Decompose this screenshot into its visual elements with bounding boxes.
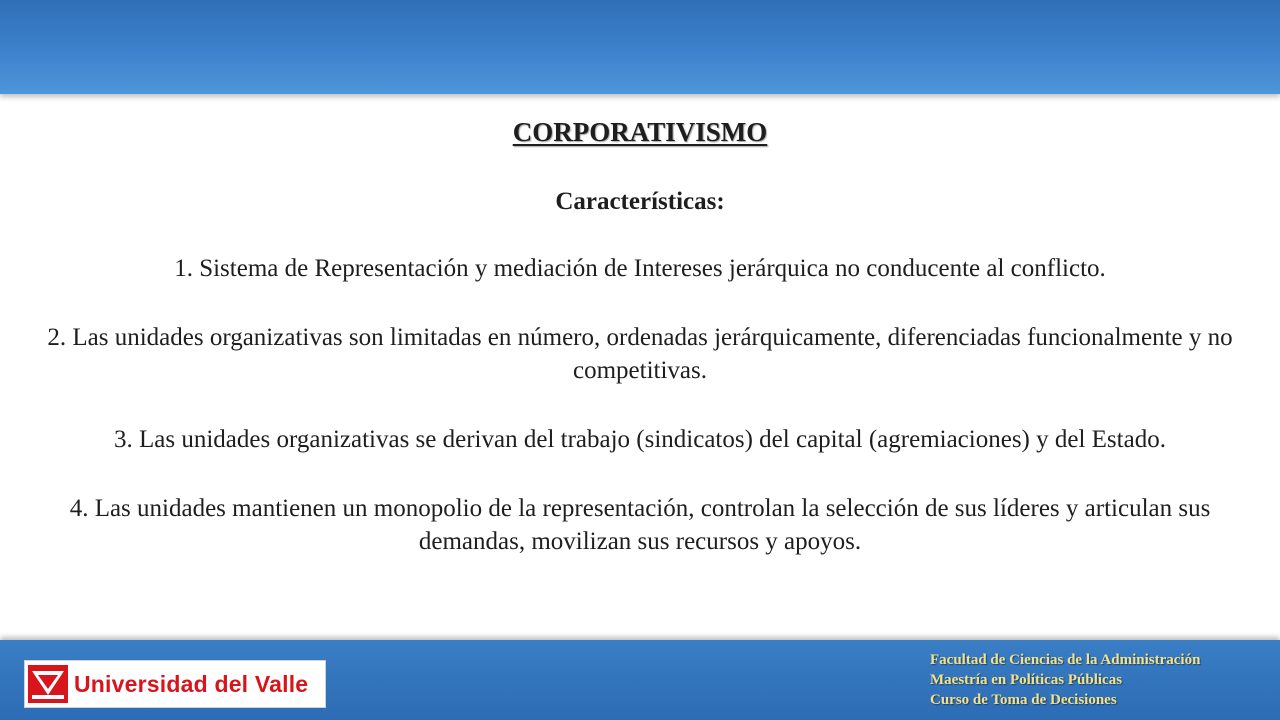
list-item: 2. Las unidades organizativas son limitadas en número, ordenadas jerárquicamente, diferenciadas funcionalmente y no competitivas. — [47, 324, 1233, 384]
slide-content — [30, 114, 1250, 558]
list-item: 3. Las unidades organizativas se derivan del trabajo (sindicatos) del capital (agremiaciones) y del Estado. — [114, 426, 1166, 453]
slide-subtitle: Características: — [555, 188, 725, 215]
university-logo — [24, 660, 326, 708]
footer-info — [930, 650, 1275, 710]
slide-title: CORPORATIVISMO — [512, 117, 768, 147]
header-bar — [0, 0, 1280, 94]
list-item: 1. Sistema de Representación y mediación de Intereses jerárquica no conducente al conflicto. — [174, 255, 1106, 282]
list-item: 4. Las unidades mantienen un monopolio de la representación, controlan la selección de sus líderes y articulan sus demandas, movilizan sus recursos y apoyos. — [69, 495, 1211, 555]
characteristics-list — [30, 252, 1250, 558]
univalle-logo-icon — [28, 665, 68, 703]
course-name: Curso de Toma de Decisiones — [930, 692, 1117, 708]
footer-bar — [0, 640, 1280, 720]
faculty-name: Facultad de Ciencias de la Administración — [930, 652, 1201, 668]
program-name: Maestría en Políticas Públicas — [930, 672, 1123, 688]
logo-text: Universidad del Valle — [74, 670, 309, 697]
